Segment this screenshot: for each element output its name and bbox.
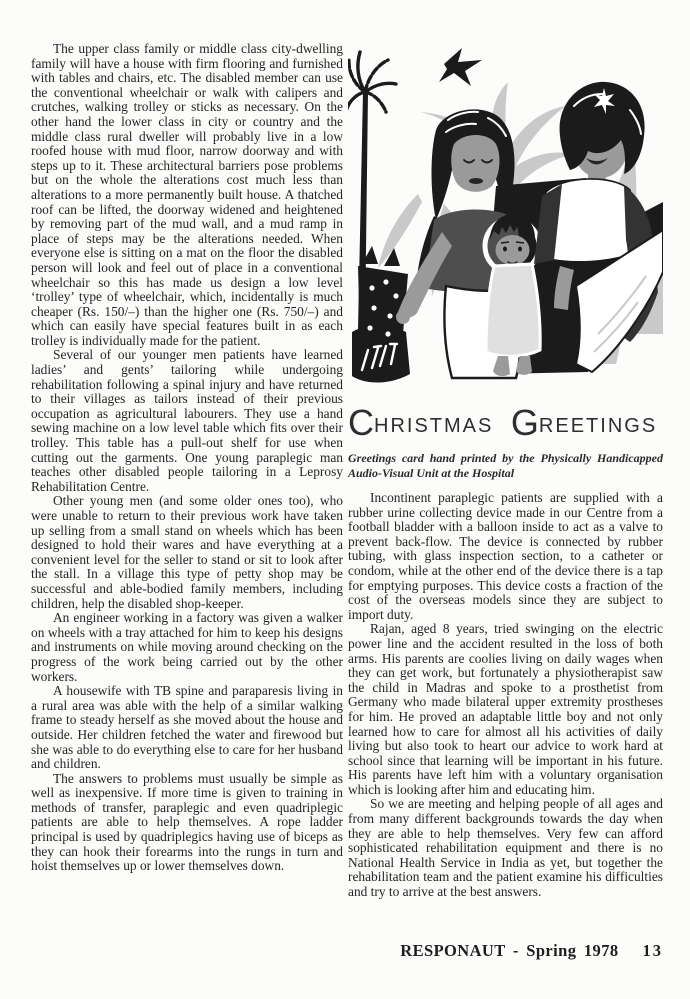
title-word: GREETINGS (510, 402, 658, 443)
page-footer (400, 941, 663, 961)
right-column (348, 34, 663, 900)
star-bird-icon (439, 48, 482, 86)
page-number: 13 (642, 941, 663, 960)
body-paragraph: So we are meeting and helping people of all ages and from many different backgrounds towards the day when they are able to help themselves. Very few can afford sophisticated rehabilitation equipment and there is no National Health Service in India as yet, but together the rehabilitation team and the patient examine his difficulties and try to arrive at the best answers. (348, 796, 663, 900)
body-paragraph: Rajan, aged 8 years, tried swinging on the electric power line and the accident resulted in the loss of both arms. His parents are coolies living on daily wages when they can get work, but fortunately a physiotherapist saw the child in Madras and spoke to a prosthetist from Germany who made bilateral upper extremity prostheses for him. He proved an adaptable little boy and not only learned how to care for almost all his activities of daily living but also took to heart our advice to work hard at school since that learning will be important in his future. His parents have left him with a voluntary organisation which is looking after him and educating him. (348, 621, 663, 797)
body-paragraph: An engineer working in a factory was given a walker on wheels with a tray attached for him to keep his designs and instruments on while moving around checking on the progress of the work being carried out by the other workers. (31, 610, 343, 684)
body-paragraph: The upper class family or middle class city-dwelling family will have a house with firm flooring and furnished with tables and chairs, etc. The disabled member can use the conventional wheelchair or walk with calipers and crutches, walking trolley or sticks as necessary. On the other hand the lower class in city or country and the middle class rural dweller will probably live in a low roofed house with mud floor, narrow doorway and with steps up to it. These architectural barriers pose problems but on the whole the alterations cost much less than alterations to a more permanently built house. A thatched roof can be lifted, the doorway widened and heightened by removing part of the mud wall, and a mud ramp in place of steps may be the alterations needed. When everyone else is sitting on a mat on the floor the disabled person will look and feel out of place in a conventional wheelchair so this has made us design a low level ‘trolley’ type of wheelchair, which, incidentally is much cheaper (Rs. 150/–) than the higher one (Rs. 750/–) and which can easily have special features built in as each trolley is individually made for the patient. (31, 41, 343, 348)
left-column (31, 42, 343, 874)
body-paragraph: Incontinent paraplegic patients are supplied with a rubber urine collecting device made in our Centre from a football bladder with a balloon inside to act as a valve to prevent back-flow. The device is connected by rubber tubing, with glass inspection section, to a catheter or condom, while at the other end of the device there is a tap for emptying purposes. This device costs a fraction of the cost of the overseas models since they are subject to import duty. (348, 490, 663, 622)
journal-issue: RESPONAUT - Spring 1978 (400, 941, 619, 960)
article-title (348, 401, 663, 445)
body-paragraph: Several of our younger men patients have learned ladies’ and gents’ tailoring while undergoing rehabilitation following a spinal injury and have returned to their villages as tailors instead of their previous occupation as agricultural labourers. They use a hand sewing machine on a low level table which fits over their trolley. This table has a pull-out shelf for use when cutting out the garments. One young paraplegic man teaches other disabled people tailoring in a Leprosy Rehabilitation Centre. (31, 347, 343, 494)
christmas-card-illustration (348, 34, 663, 391)
body-paragraph: The answers to problems must usually be simple as well as inexpensive. If more time is given to training in methods of transfer, paraplegic and even quadriplegic patients are able to help themselves. A rope ladder principal is used by quadriplegics having use of biceps as they can hook their forearms into the rungs in turn and hoist themselves up or lower themselves down. (31, 770, 343, 874)
body-paragraph: A housewife with TB spine and paraparesis living in a rural area was able with the help of a similar walking frame to steady herself as she moved about the house and outside. Her children fetched the water and firewood but she was able to do everything else to care for her husband and children. (31, 683, 343, 772)
title-word: CHRISTMAS (348, 402, 494, 443)
illustration-caption: Greetings card hand printed by the Physically Handicapped Audio-Visual Unit at the Hospital (348, 451, 663, 480)
body-paragraph: Other young men (and some older ones too), who were unable to return to their previous work have taken up selling from a small stand on wheels which has been designed to hold their wares and have everything at a convenient level for the seller to stand or sit to look after the stall. In a village this type of petty shop may be successful and able-bodied family members, including children, help the disabled shop-keeper. (31, 493, 343, 611)
